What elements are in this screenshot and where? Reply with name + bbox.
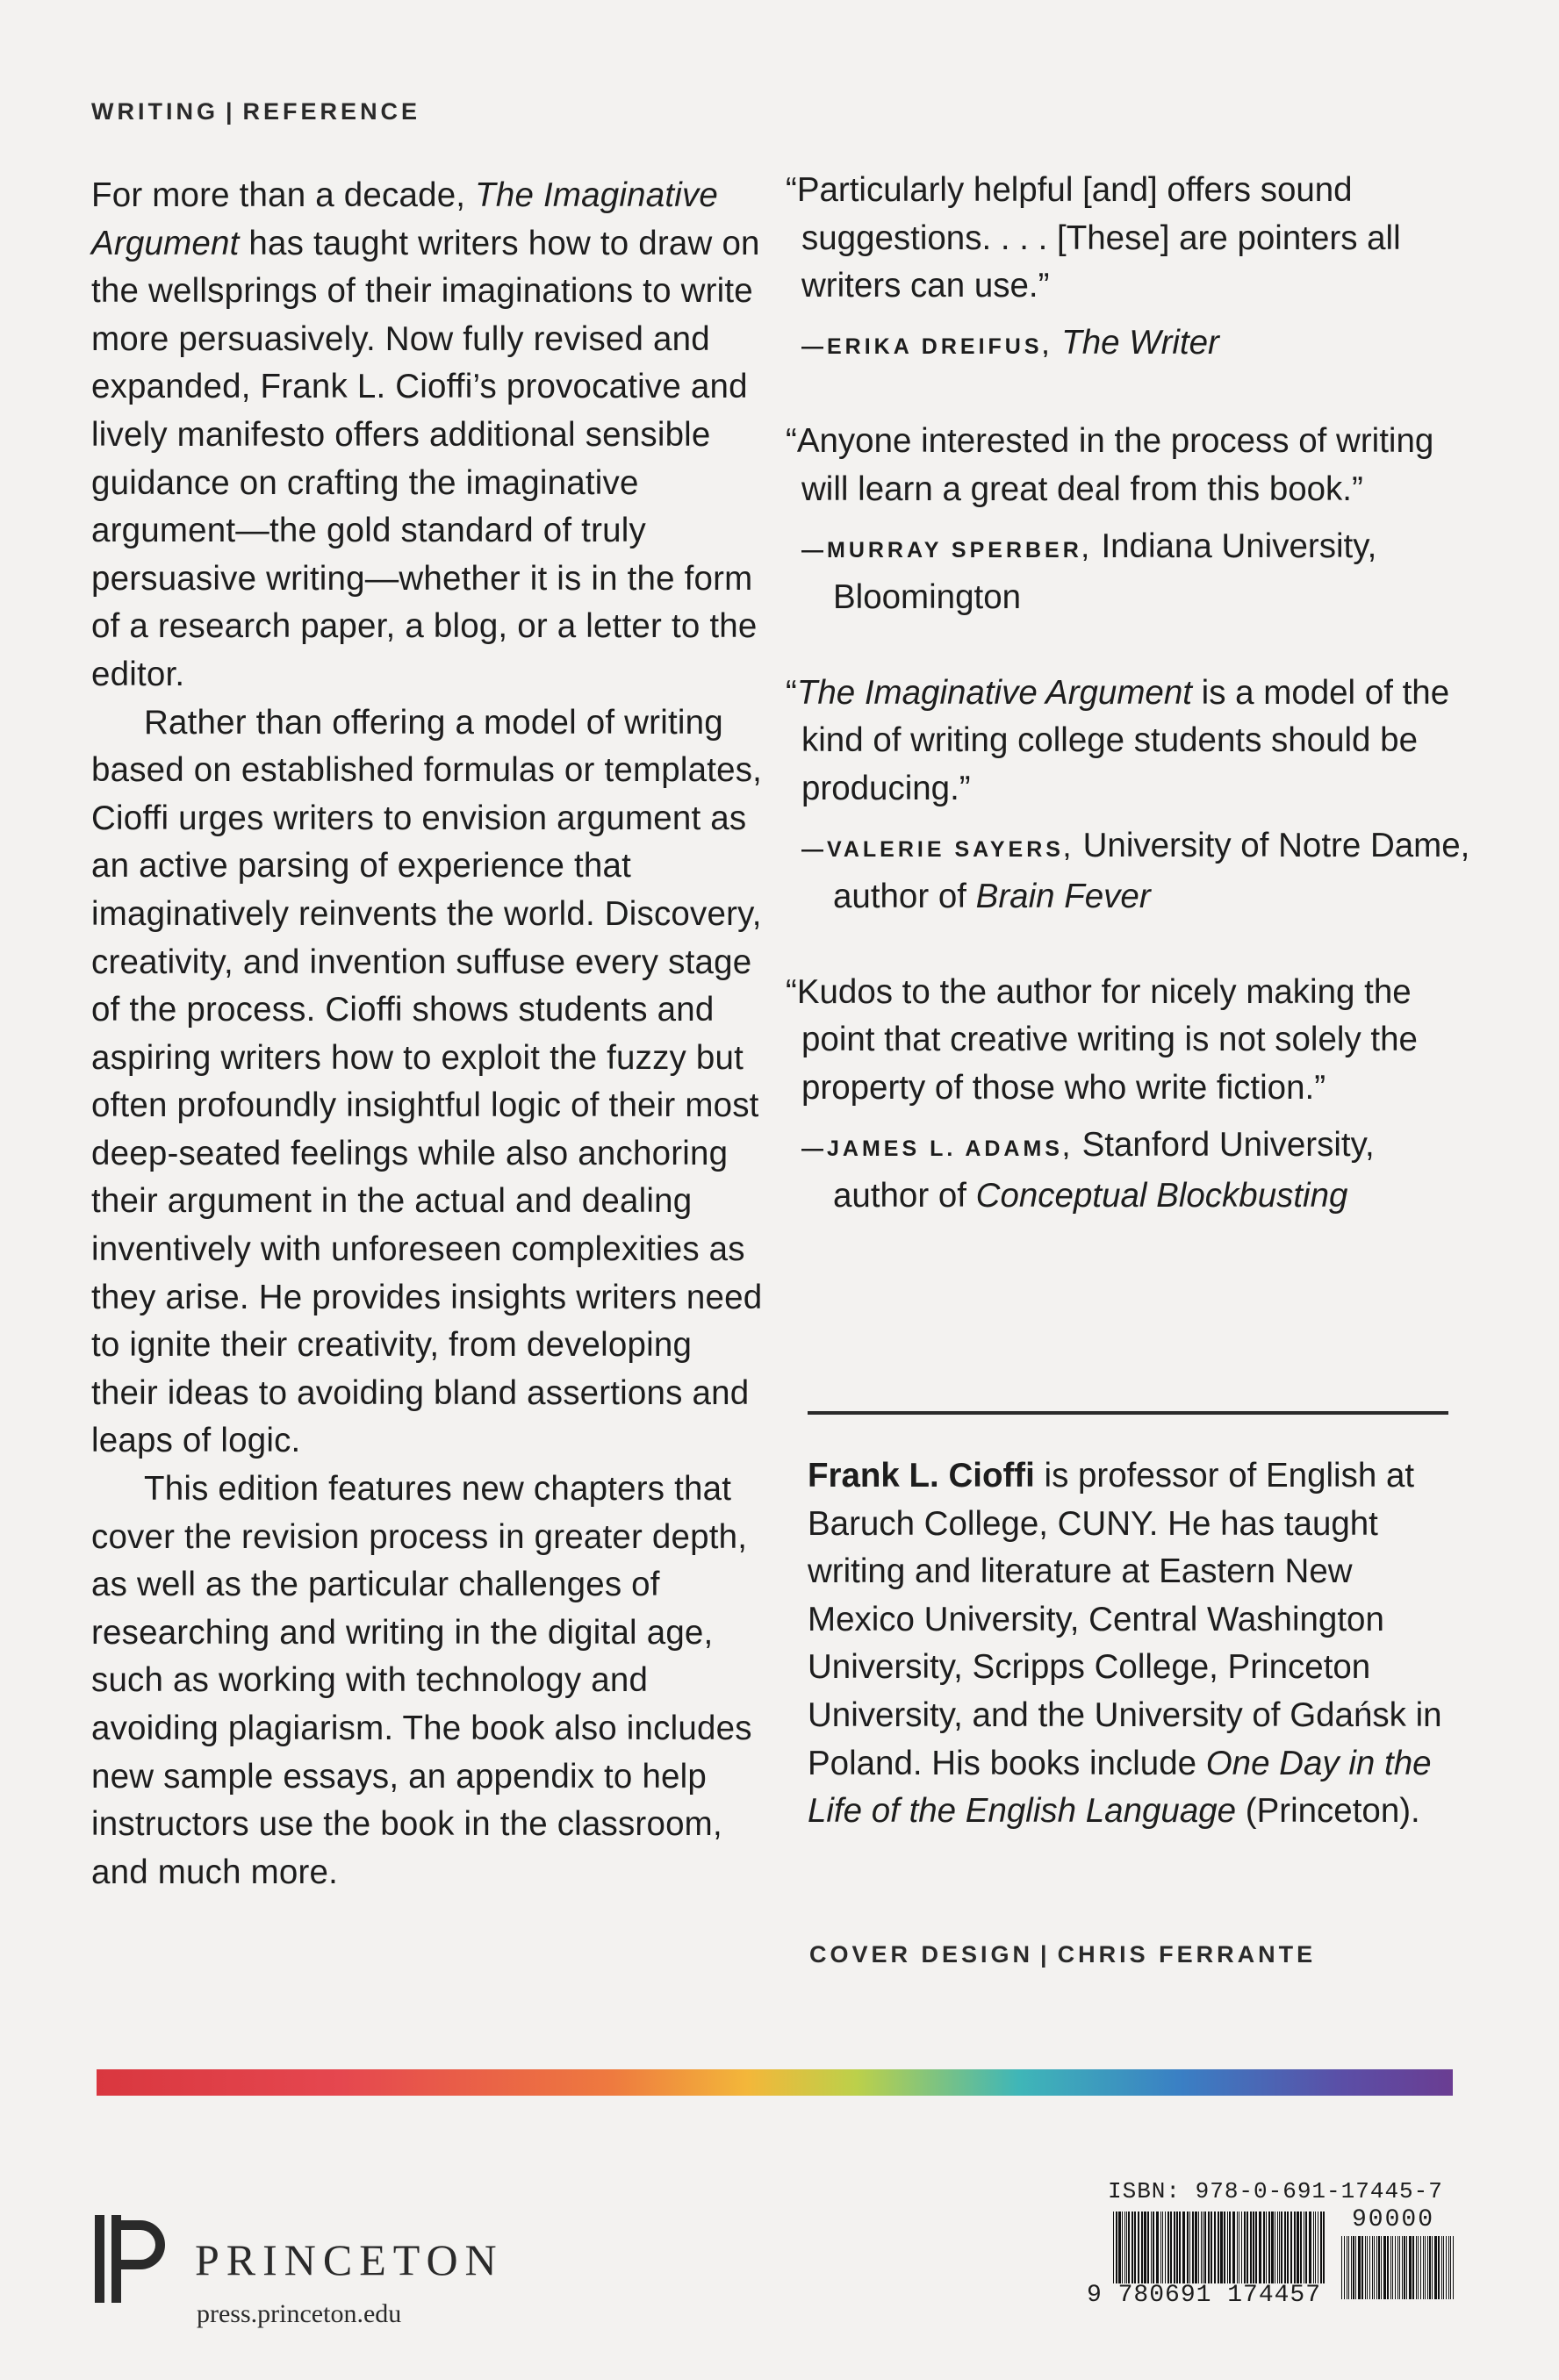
quote-attribution: —ERIKA DREIFUS, The Writer [801, 323, 1219, 362]
barcode-bar [1279, 2212, 1280, 2283]
barcode-bar [1192, 2212, 1194, 2283]
barcode-bar [1144, 2212, 1146, 2283]
author-bio: Frank L. Cioffi is professor of English at Baruch College, CUNY. He has taught writing and literature at Eastern New Mexico University, Central Washington University, Scripps College, Princeton University, and the University of Gdańsk in Poland. His books include One Day in the Life of the English Language (Princeton). [808, 1457, 1442, 1831]
cover-design-credit: COVER DESIGN | CHRIS FERRANTE [809, 1941, 1317, 1968]
description-paragraph-1: For more than a decade, The Imaginative Argument has taught writers how to draw on the wellsprings of their imaginations to write more persuasively. Now fully revised and expanded, Frank L. Cioffi’s provocative and lively manifesto offers additional sensible guidance on crafting the imaginative argument—the gold standard of truly persuasive writing—whether it is in the form of a research paper, a blog, or a letter to the editor. [91, 176, 760, 693]
barcode-bar [1416, 2236, 1417, 2299]
description-paragraph-3: This edition features new chapters that cover the revision process in greater depth, as well as the particular challenges of researching and writing in the digital age, such as working with technology and avoiding plagiarism. The book also includes new sample essays, an appendix to help instructors use the book in the classroom, and much more. [91, 1470, 752, 1891]
barcode-bar [1241, 2212, 1242, 2283]
barcode-bar [1255, 2212, 1257, 2283]
barcode-bar [1253, 2212, 1254, 2283]
barcode-bar [1341, 2236, 1342, 2299]
barcode-bar [1372, 2236, 1373, 2299]
barcode-bar [1348, 2236, 1349, 2299]
barcode-bar [1232, 2212, 1235, 2283]
barcode-bar [1287, 2212, 1289, 2283]
barcode-bar [1315, 2212, 1316, 2283]
author-book-title: One Day in the Life of the English Language [808, 1744, 1432, 1831]
barcode-bar [1224, 2212, 1225, 2283]
barcode-bar [1427, 2236, 1428, 2299]
barcode-bar [1187, 2212, 1189, 2283]
barcode-bar [1128, 2212, 1130, 2283]
barcode-bar [1429, 2236, 1431, 2299]
barcode-bar [1189, 2212, 1190, 2283]
barcode-bar [1124, 2212, 1125, 2283]
barcode-bar [1320, 2212, 1322, 2283]
quote-sayers [786, 670, 1479, 921]
description-paragraph-2: Rather than offering a model of writing based on established formulas or templates, Cioffi urges writers to envision argument as an active parsing of experience that imaginatively reinvents the world. Discovery, creativity, and invention suffuse every stage of the process. Cioffi shows students and aspiring writers how to exploit the fuzzy but often profoundly insightful logic of their most deep-seated feelings while also anchoring their argument in the actual and dealing inventively with unforeseen complexities as they arise. He provides insights writers need to ignite their creativity, from developing their ideas to avoiding bland assertions and leaps of logic. [91, 703, 763, 1460]
barcode-bar [1369, 2236, 1370, 2299]
barcode-bar [1113, 2212, 1114, 2283]
barcode-bar [1376, 2236, 1377, 2299]
barcode-bar [1218, 2212, 1219, 2283]
barcode-bar [1353, 2236, 1354, 2299]
barcode-bar [1198, 2212, 1199, 2283]
barcode-bar [1156, 2212, 1159, 2283]
barcode-bar [1141, 2212, 1143, 2283]
barcode-bar [1404, 2236, 1405, 2299]
barcode-bar [1134, 2212, 1136, 2283]
barcode-bar [1229, 2212, 1231, 2283]
barcode-bar [1271, 2212, 1274, 2283]
quote-attribution: —JAMES L. ADAMS, Stanford University, author of Conceptual Blockbusting [801, 1125, 1375, 1215]
quote-author: —MURRAY SPERBER, [801, 537, 1092, 563]
category-separator: | [225, 98, 236, 125]
barcode-bar [1432, 2236, 1433, 2299]
author-name: Frank L. Cioffi [808, 1457, 1035, 1495]
barcode-bar [1263, 2212, 1265, 2283]
barcode-bar [1160, 2212, 1161, 2283]
barcode-bar [1406, 2236, 1407, 2299]
barcode-bar [1392, 2236, 1393, 2299]
barcode-bar [1195, 2212, 1197, 2283]
category-writing: WRITING [91, 98, 219, 125]
quote-text: “The Imaginative Argument is a model of the kind of writing college students should be producing.” [786, 673, 1450, 807]
praise-quotes [786, 167, 1479, 1268]
barcode-bar [1365, 2236, 1366, 2299]
barcode-bar [1300, 2212, 1302, 2283]
quote-attribution: —MURRAY SPERBER, Indiana University, Bloomington [801, 527, 1377, 617]
isbn-number: ISBN: 978-0-691-17445-7 [1108, 2178, 1443, 2204]
barcode-bar [1420, 2236, 1421, 2299]
barcode-bar [1378, 2236, 1380, 2299]
barcode-bar [1381, 2236, 1382, 2299]
barcode-digits: 9 780691 174457 [1087, 2282, 1322, 2309]
barcode-bar [1153, 2212, 1154, 2283]
barcode-bar [1305, 2212, 1307, 2283]
category-label [91, 98, 420, 125]
barcode-bar [1170, 2212, 1172, 2283]
barcode-bar [1220, 2212, 1223, 2283]
quote-author: —ERIKA DREIFUS, [801, 333, 1053, 359]
barcode-bar [1450, 2236, 1451, 2299]
barcode-bar [1162, 2212, 1163, 2283]
divider-rule [808, 1411, 1448, 1415]
quote-sperber [786, 418, 1479, 621]
barcode-bar [1390, 2236, 1391, 2299]
barcode-bar [1294, 2212, 1296, 2283]
barcode-bar [1397, 2236, 1398, 2299]
quote-text: “Particularly helpful [and] offers sound suggestions. . . . [These] are pointers all writers can use.” [786, 171, 1401, 305]
barcode-bar [1344, 2236, 1345, 2299]
barcode-addon [1341, 2236, 1455, 2299]
barcode-bar [1355, 2236, 1356, 2299]
barcode-bar [1165, 2212, 1166, 2283]
barcode-main [1113, 2212, 1328, 2283]
barcode-bar [1208, 2212, 1210, 2283]
barcode-bar [1116, 2212, 1117, 2283]
barcode-bar [1167, 2212, 1169, 2283]
barcode-bar [1277, 2212, 1278, 2283]
barcode-bar [1402, 2236, 1403, 2299]
quote-text: “Kudos to the author for nicely making the point that creative writing is not solely the property of those who write fiction.” [786, 972, 1418, 1107]
barcode-bar [1182, 2212, 1185, 2283]
barcode-bar [1399, 2236, 1400, 2299]
barcode-bar [1290, 2212, 1292, 2283]
barcode-bar [1211, 2212, 1212, 2283]
barcode-bar [1259, 2212, 1261, 2283]
princeton-p-logo-icon [95, 2215, 176, 2303]
barcode-bar [1138, 2212, 1139, 2283]
rainbow-stripe [97, 2069, 1453, 2096]
barcode-bar [1351, 2236, 1352, 2299]
quote-text: “Anyone interested in the process of writing will learn a great deal from this book.” [786, 422, 1434, 508]
barcode-bar [1374, 2236, 1375, 2299]
barcode-bar [1266, 2212, 1267, 2283]
barcode-bar [1395, 2236, 1396, 2299]
barcode-bar [1151, 2212, 1152, 2283]
category-reference: REFERENCE [242, 98, 421, 125]
barcode-bar [1446, 2236, 1447, 2299]
barcode-bar [1246, 2212, 1248, 2283]
barcode-bar [1448, 2236, 1449, 2299]
barcode-bar [1409, 2236, 1412, 2299]
quote-author: —JAMES L. ADAMS, [801, 1136, 1073, 1161]
barcode-bar [1441, 2236, 1442, 2299]
barcode-bar [1443, 2236, 1444, 2299]
barcode-bar [1297, 2212, 1299, 2283]
barcode-bar [1453, 2236, 1454, 2299]
barcode-bar [1383, 2236, 1386, 2299]
barcode-bar [1204, 2212, 1206, 2283]
book-title: The Imaginative Argument [91, 176, 719, 262]
quote-dreifus [786, 167, 1479, 370]
barcode-addon-digits: 90000 [1352, 2206, 1435, 2233]
barcode-bar [1126, 2212, 1127, 2283]
barcode-bar [1122, 2212, 1123, 2283]
barcode-bar [1174, 2212, 1175, 2283]
book-description [91, 172, 767, 1896]
barcode-bar [1179, 2212, 1181, 2283]
barcode-bar [1412, 2236, 1414, 2299]
barcode-bar [1367, 2236, 1368, 2299]
barcode-bar [1425, 2236, 1426, 2299]
barcode-bar [1201, 2212, 1202, 2283]
barcode-bar [1361, 2236, 1363, 2299]
barcode-bar [1237, 2212, 1238, 2283]
quote-attribution: —VALERIE SAYERS, University of Notre Dame, author of Brain Fever [801, 826, 1470, 916]
publisher-name: PRINCETON [195, 2235, 504, 2284]
barcode-bar [1281, 2212, 1282, 2283]
quote-author: —VALERIE SAYERS, [801, 836, 1074, 862]
barcode-bar [1323, 2212, 1325, 2283]
barcode-bar [1214, 2212, 1216, 2283]
barcode-bar [1176, 2212, 1178, 2283]
barcode-bar [1132, 2212, 1133, 2283]
barcode-bar [1227, 2212, 1228, 2283]
barcode-bar [1284, 2212, 1286, 2283]
barcode-bar [1418, 2236, 1419, 2299]
barcode-bar [1309, 2212, 1311, 2283]
quote-adams [786, 969, 1479, 1221]
barcode-bar [1313, 2212, 1314, 2283]
barcode-bar [1438, 2236, 1440, 2299]
barcode-bar [1434, 2236, 1437, 2299]
barcode-bar [1250, 2212, 1252, 2283]
barcode-bar [1118, 2212, 1121, 2283]
barcode-bar [1423, 2236, 1424, 2299]
barcode-bar [1147, 2212, 1149, 2283]
publisher-url: press.princeton.edu [197, 2299, 402, 2328]
barcode-bar [1358, 2236, 1361, 2299]
barcode-bar [1268, 2212, 1270, 2283]
barcode-bar [1244, 2212, 1246, 2283]
barcode-bar [1387, 2236, 1389, 2299]
